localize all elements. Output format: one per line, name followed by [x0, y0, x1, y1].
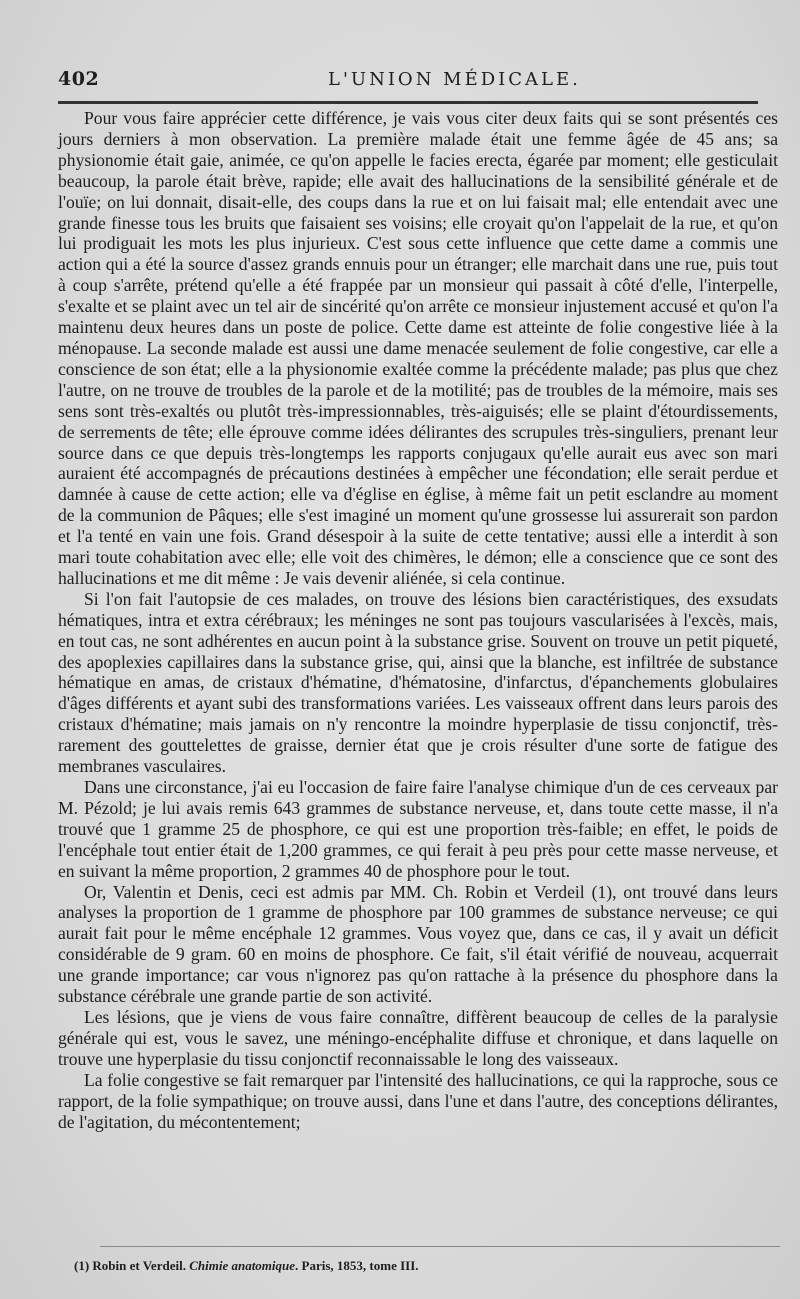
body-text: [58, 108, 778, 1132]
footnote-text-end: . Paris, 1853, tome III.: [295, 1258, 419, 1273]
footnote: [74, 1258, 760, 1274]
paragraph: La folie congestive se fait remarquer par l'intensité des hallucinations, ce qui la rapproche, sous ce rapport, de la folie sympathique; on trouve aussi, dans l'une et dans l'autre, des conceptions délirantes, de l'agitation, du mécontentement;: [58, 1069, 778, 1132]
paragraph: Or, Valentin et Denis, ceci est admis par MM. Ch. Robin et Verdeil (1), ont trouvé dans leurs analyses la proportion de 1 gramme de phosphore par 100 grammes de substance nerveuse; ce qui aurait fait pour le même encéphale 12 grammes. Vous voyez que, dans ce cas, il y avait un déficit considérable de 9 gram. 60 en moins de phosphore. Ce fait, s'il était vérifié de nouveau, acquerrait une grande importance; car vous n'ignorez pas qu'on rattache à la présence du phosphore dans la substance cérébrale une grande partie de son activité.: [58, 881, 778, 1007]
paragraph: Dans une circonstance, j'ai eu l'occasion de faire faire l'analyse chimique d'un de ces cerveaux par M. Pézold; je lui avais remis 643 grammes de substance nerveuse, et, dans toute cette masse, il n'a trouvé que 1 gramme 25 de phosphore, ce qui est une proportion très-faible; en effet, le poids de l'encéphale tout entier était de 1,200 grammes, ce qui ferait à peu près pour cette masse nerveuse, et en suivant la même proportion, 2 grammes 40 de phosphore pour le tout.: [58, 777, 778, 881]
paragraph: Les lésions, que je viens de vous faire connaître, diffèrent beaucoup de celles de la paralysie générale qui est, vous le savez, une méningo-encéphalite diffuse et chronique, et dans laquelle on trouve une hyperplasie du tissu conjonctif reconnaissable le long des vaisseaux.: [58, 1006, 778, 1069]
paragraph: Pour vous faire apprécier cette différence, je vais vous citer deux faits qui se sont présentés ces jours derniers à mon observation. La première malade était une femme âgée de 45 ans; sa physionomie était gaie, animée, ce qu'on appelle le facies erecta, égarée par moment; elle gesticulait beaucoup, la parole était brève, rapide; elle avait des hallucinations de la sensibilité générale et de l'ouïe; on lui donnait, disait-elle, des coups dans la rue et on lui faisait mal; elle entendait avec une grande finesse tous les bruits que faisaient ses voisins; elle croyait qu'on l'appelait de la rue, et qu'on lui prodiguait les mots les plus injurieux. C'est sous cette influence que cette dame a commis une action qui a été la source d'assez grands ennuis pour un étranger; elle marchait dans une rue, puis tout à coup s'arrête, prétend qu'elle a été frappée par un monsieur qui passait à côté d'elle, l'interpelle, s'exalte et se plaint avec un tel air de sincérité qu'on arrête ce monsieur injustement accusé et qu'on l'a maintenu deux heures dans un poste de police. Cette dame est atteinte de folie congestive liée à la ménopause. La seconde malade est aussi une dame menacée seulement de folie congestive, car elle a conscience de son état; elle a la physionomie exaltée comme la précédente malade; pas plus que chez l'autre, on ne trouve de troubles de la parole et de la motilité; pas de troubles de la mémoire, mais ses sens sont très-exaltés ou plutôt très-impressionnables, très-aiguisés; elle se plaint d'étourdissements, de serrements de tête; elle éprouve comme idées délirantes des scrupules très-singuliers, prenant leur source dans ce que depuis très-longtemps les rapports conjugaux qu'elle aurait eus avec son mari auraient été accompagnés de précautions destinées à empêcher une fécondation; elle serait perdue et damnée à cause de cette action; elle va d'église en église, à même fait un petit esclandre au moment de la communion de Pâques; elle s'est imaginé un moment qu'une grossesse lui assurerait son pardon et l'a tenté en vain une fois. Grand désespoir à la suite de cette tentative; aussi elle a interdit à son mari toute cohabitation avec elle; elle voit des chimères, le démon; elle a conscience que ce sont des hallucinations et me dit même : Je vais devenir aliénée, si cela continue.: [58, 108, 778, 588]
footnote-text: (1) Robin et Verdeil.: [74, 1258, 190, 1273]
header-rule: [58, 101, 758, 104]
journal-title: L'UNION MÉDICALE.: [328, 69, 581, 90]
paragraph: Si l'on fait l'autopsie de ces malades, on trouve des lésions bien caractéristiques, des exsudats hématiques, intra et extra cérébraux; les méninges ne sont pas toujours vascularisées à l'excès, mais, en tout cas, ne sont adhérentes en aucun point à la substance grise. Souvent on trouve un petit piqueté, des apoplexies capillaires dans la substance grise, qui, ainsi que la blanche, est infiltrée de substance hématique en amas, de cristaux d'hématine, d'hématosine, d'infarctus, d'épanchements globulaires d'âges différents et ayant subi des transformations variées. Les vaisseaux offrent dans leurs parois des cristaux d'hématine; mais jamais on n'y rencontre la moindre hyperplasie de tissu conjonctif, très-rarement des gouttelettes de graisse, dernier état que je crois résulter d'une sorte de fatigue des membranes vasculaires.: [58, 588, 778, 777]
page-number: 402: [58, 68, 100, 90]
footnote-rule: [100, 1246, 780, 1247]
running-head: [58, 68, 758, 96]
footnote-work-title: Chimie anatomique: [189, 1258, 296, 1273]
